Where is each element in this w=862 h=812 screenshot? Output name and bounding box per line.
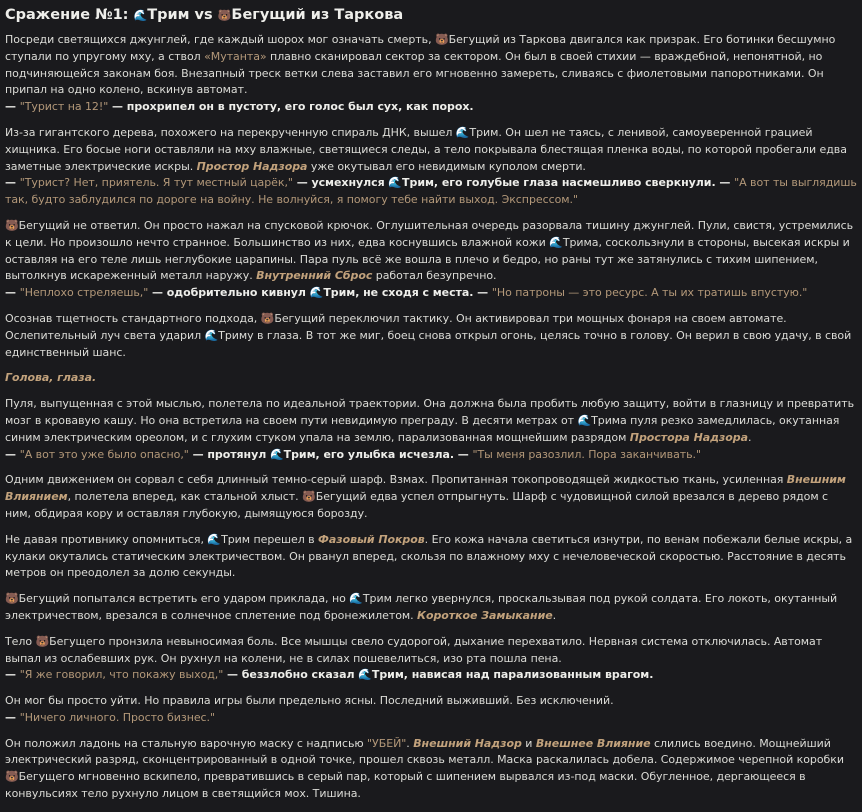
- text-run: Он мог бы просто уйти. Но правила игры были предельно ясны. Последний выживший. Без исключений.: [5, 694, 614, 708]
- ability-name: Фазовый Покров: [318, 532, 425, 546]
- text-run: Трим легко увернулся, проскальзывая под рукой солдата. Его локоть, окутанный электричеством, врезался в солнечное сплетение под бронежилетом.: [5, 592, 838, 622]
- text-run: Бегущего пронзила невыносимая боль. Все мышцы свело судорогой, дыхание перехватило. Нервная система отключилась. Автомат выпал из ослабевших рук. Он рухнул на колени, не в силах пошевелиться, изо рта пошла пена.: [5, 634, 823, 665]
- text-run: работал безупречно.: [372, 269, 497, 283]
- dialogue-quote: "Ты меня разозлил. Пора заканчивать.": [472, 447, 702, 461]
- text-run: Трим перешел в: [221, 532, 319, 546]
- story-paragraph: [5, 218, 857, 302]
- dialogue-narration: —: [5, 286, 20, 300]
- wave-emoji: 🌊: [207, 532, 222, 546]
- wave-emoji: 🌊: [388, 176, 403, 190]
- text-run: .: [552, 608, 557, 622]
- text-run: Бегущий едва успел отпрыгнуть. Шарф с чудовищной силой врезался в дерево рядом с ним, обдирая кору и оставляя глубокую, дымящуюся борозду.: [5, 490, 829, 520]
- bear-emoji: 🐻: [35, 634, 50, 648]
- story-title: [5, 5, 857, 26]
- wave-emoji: 🌊: [577, 413, 592, 427]
- wave-emoji: 🌊: [358, 668, 372, 682]
- dialogue-quote: "УБЕЙ": [367, 736, 407, 750]
- story-paragraph: [5, 591, 857, 625]
- text-run: Бегущий из Таркова двигался как призрак. Его ботинки бесшумно ступали по упругому мху, а ствол: [5, 33, 836, 63]
- bear-emoji: 🐻: [5, 770, 19, 784]
- dialogue-narration: Трим, нависая над парализованным врагом.: [371, 668, 654, 682]
- dialogue-narration: —: [5, 100, 20, 114]
- ability-name: Короткое Замыкание: [417, 608, 553, 622]
- text-run: , полетела вперед, как стальной хлыст.: [67, 490, 303, 504]
- dialogue-narration: — прохрипел он в пустоту, его голос был сух, как порох.: [108, 100, 474, 114]
- dialogue-narration: —: [5, 447, 20, 461]
- wave-emoji: 🌊: [549, 235, 563, 249]
- dialogue-narration: —: [5, 668, 20, 682]
- story-paragraph: [5, 693, 857, 727]
- text-run: и: [521, 736, 536, 750]
- bear-emoji: 🐻: [5, 218, 19, 232]
- wave-emoji: 🌊: [349, 592, 363, 606]
- ability-name: Внутренний Сброс: [256, 269, 373, 283]
- dialogue-narration: Трим vs: [147, 7, 218, 23]
- story-paragraph: [5, 634, 857, 684]
- text-run: Осознав тщетность стандартного подхода,: [5, 311, 261, 325]
- dialogue-narration: — беззлобно сказал: [223, 668, 359, 682]
- text-run: Бегущего мгновенно вскипело, превратившись в серый пар, который с шипением вырвался из-под маски. Обугленное, дергающееся в конвульсиях тело рухнуло лицом в светящийся мох. Тишина.: [5, 770, 806, 801]
- text-run: Бегущий попытался встретить его ударом приклада, но: [18, 592, 350, 606]
- bear-emoji: 🐻: [5, 592, 19, 606]
- text-run: Он положил ладонь на стальную варочную маску с надписью: [5, 736, 368, 750]
- text-run: плавно сканировал сектор за сектором. Он был в своей стихии — враждебной, непонятной, но подчиняющейся законам боя. Внезапный треск ветки слева заставил его мгновенно замереть, сливаясь с фиолетовыми папоротниками. Он припал на одно колено, вскинув автомат.: [5, 49, 824, 97]
- story-paragraph: [5, 736, 857, 803]
- dialogue-quote: «Мутанта»: [204, 49, 267, 63]
- wave-emoji: 🌊: [204, 328, 219, 342]
- text-run: слились воедино. Мощнейший электрический разряд, сконцентрированный в одной точке, прошел сквозь металл. Маска раскалилась добела. Содержимое черепной коробки: [5, 736, 844, 767]
- text-run: Бегущий переключил тактику. Он активировал три мощных фонаря на своем автомате. Ослепительный луч света ударил: [5, 311, 787, 342]
- bear-emoji: 🐻: [302, 490, 316, 504]
- text-run: Одним движением он сорвал с себя длинный темно-серый шарф. Взмах. Пропитанная токопроводящей жидкостью ткань, усиленная: [5, 473, 787, 487]
- dialogue-quote: "Я же говорил, что покажу выход,": [19, 668, 224, 682]
- ability-name: Простор Надзора: [196, 159, 308, 173]
- story-paragraph: [5, 396, 857, 463]
- text-run: Трим. Он шел не таясь, с ленивой, самоуверенной грацией хищника. Его босые ноги оставляли на мху влажные, светящиеся следы, а тело покрывала блестящая пленка воды, по которой пробегали едва заметные электрические искры.: [5, 125, 847, 173]
- text-run: уже окутывал его невидимым куполом смерти.: [307, 159, 586, 173]
- wave-emoji: 🌊: [133, 9, 148, 22]
- dialogue-narration: — протянул: [188, 447, 270, 461]
- text-run: Бегущий не ответил. Он просто нажал на спусковой крючок. Оглушительная очередь разорвала тишину джунглей. Пули, свистя, устремились к цели. Но произошло нечто странное. Большинство из них, едва коснувшись влажной кожи: [5, 218, 854, 249]
- story-paragraph: [5, 125, 857, 209]
- text-run: Тело: [5, 634, 36, 648]
- dialogue-narration: Бегущий из Таркова: [231, 7, 404, 23]
- dialogue-quote: "Неплохо стреляешь,": [19, 286, 149, 300]
- text-run: .: [747, 430, 752, 444]
- text-run: Триму в глаза. В тот же миг, боец снова открыл огонь, целясь точно в голову. Он верил в свою удачу, в свой единственный шанс.: [5, 328, 852, 359]
- story-paragraph: [5, 472, 857, 522]
- text-run: Из-за гигантского дерева, похожего на перекрученную спираль ДНК, вышел: [5, 125, 456, 139]
- wave-emoji: 🌊: [455, 125, 470, 139]
- story-paragraph: [5, 32, 857, 116]
- dialogue-narration: —: [5, 176, 20, 190]
- text-run: .: [406, 736, 414, 750]
- bear-emoji: 🐻: [217, 9, 232, 22]
- text-run: Трима, соскользнули в стороны, высекая искры и оставляя на его теле лишь неглубокие царапины. Пара пуль всё же вошла в плечо и бедро, но раны тут же затянулись с тихим шипением, вытолкнув искареженный металл наружу.: [5, 235, 850, 283]
- story-paragraph: [5, 311, 857, 361]
- story-paragraph: [5, 532, 857, 582]
- story-paragraph: [5, 370, 857, 387]
- dialogue-quote: "Турист? Нет, приятель. Я тут местный царёк,": [19, 176, 293, 190]
- bear-emoji: 🐻: [260, 311, 275, 325]
- dialogue-quote: "А вот это уже было опасно,": [19, 447, 189, 461]
- text-run: . Его кожа начала светиться изнутри, по венам побежали белые искры, а кулаки окутались статическим электричеством. Он рванул вперед, скользя по влажному мху с нечеловеческой скоростью. Расстояние в десять метров он преодолел за долю секунды.: [5, 532, 853, 580]
- dialogue-narration: — одобрительно кивнул: [148, 286, 310, 300]
- bear-emoji: 🐻: [434, 33, 449, 46]
- dialogue-narration: —: [5, 710, 20, 724]
- dialogue-narration: Сражение №1:: [5, 7, 134, 23]
- text-run: Трима пуля резко замедлилась, окутанная синим электрическим ореолом, и с глухим стуком упала на землю, парализованная мощнейшим разрядом: [5, 413, 840, 444]
- text-run: Посреди светящихся джунглей, где каждый шорох мог означать смерть,: [5, 33, 435, 46]
- wave-emoji: 🌊: [309, 286, 324, 300]
- dialogue-narration: Трим, его голубые глаза насмешливо сверкнули. —: [402, 176, 735, 190]
- dialogue-quote: "Ничего личного. Просто бизнес.": [19, 710, 216, 724]
- ability-name: Простора Надзора: [629, 430, 748, 444]
- dialogue-quote: "Турист на 12!": [19, 100, 109, 114]
- dialogue-quote: "Но патроны — это ресурс. А ты их тратишь впустую.": [491, 286, 808, 300]
- story-body: [5, 32, 857, 803]
- text-run: Пуля, выпущенная с этой мыслью, полетела по идеальной траектории. Она должна была пробить любую защиту, войти в глазницу и превратить мозг в кровавую кашу. Но она встретила на своем пути невидимую преграду. В десяти метрах от: [5, 397, 855, 427]
- ability-name: Голова, глаза.: [5, 371, 97, 385]
- ability-name: Внешним Влиянием: [5, 473, 846, 504]
- ability-name: Внешний Надзор: [413, 736, 522, 750]
- ability-name: Внешнее Влияние: [535, 736, 651, 750]
- dialogue-narration: Трим, не сходя с места. —: [323, 286, 492, 300]
- dialogue-quote: "А вот ты выглядишь так, будто заблудился по дороге на войну. Не волнуйся, я помогу тебе найти выход. Экспрессом.": [5, 176, 857, 207]
- dialogue-narration: — усмехнулся: [292, 176, 389, 190]
- text-run: Не давая противнику опомниться,: [5, 532, 208, 546]
- dialogue-narration: Трим, его улыбка исчезла. —: [283, 447, 473, 461]
- wave-emoji: 🌊: [270, 447, 284, 461]
